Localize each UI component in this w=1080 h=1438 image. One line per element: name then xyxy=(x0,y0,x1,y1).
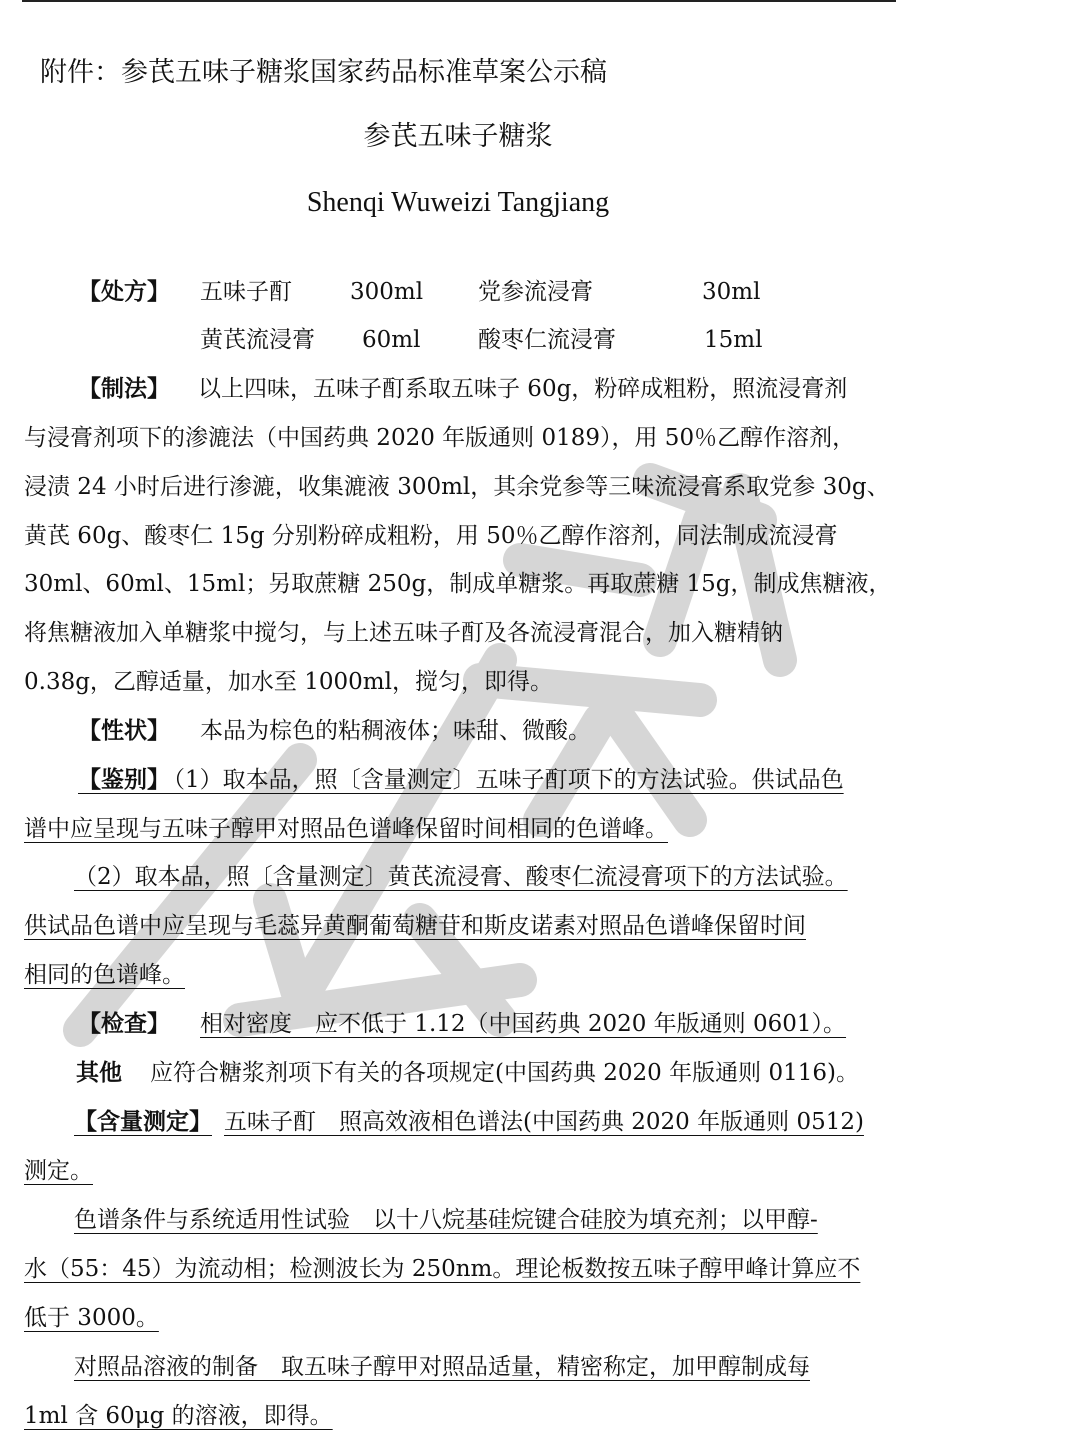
assay-line: 低于 3000。 xyxy=(24,1305,159,1331)
prescription-amount: 30ml xyxy=(702,279,761,305)
preparation-line: 30ml、60ml、15ml；另取蔗糖 250g，制成单糖浆。再取蔗糖 15g，制成焦糖液， xyxy=(24,571,892,597)
identification-line: 供试品色谱中应呈现与毛蕊异黄酮葡萄糖苷和斯皮诺素对照品色谱峰保留时间 xyxy=(24,913,806,939)
inspection-text: 相对密度 应不低于 1.12（中国药典 2020 年版通则 0601）。 xyxy=(200,1011,847,1037)
drug-name-cn: 参芪五味子糖浆 xyxy=(363,121,553,152)
identification-label: 【鉴别】 xyxy=(78,767,170,793)
prescription-amount: 15ml xyxy=(704,327,763,353)
preparation-line: 将焦糖液加入单糖浆中搅匀，与上述五味子酊及各流浸膏混合，加入糖精钠 xyxy=(24,620,783,646)
prescription-item: 党参流浸膏 xyxy=(478,279,593,305)
drug-name-pinyin: Shenqi Wuweizi Tangjiang xyxy=(306,187,610,218)
identification-line: 相同的色谱峰。 xyxy=(24,962,185,988)
watermark-strokes xyxy=(80,480,780,1030)
attachment-title: 附件：参芪五味子糖浆国家药品标准草案公示稿 xyxy=(40,57,607,88)
assay-label: 【含量测定】 xyxy=(74,1109,212,1135)
assay-line: 水（55：45）为流动相；检测波长为 250nm。理论板数按五味子醇甲峰计算应不 xyxy=(24,1256,861,1282)
assay-line: 色谱条件与系统适用性试验 以十八烷基硅烷键合硅胶为填充剂；以甲醇- xyxy=(74,1207,818,1233)
assay-line: 1ml 含 60μg 的溶液，即得。 xyxy=(24,1403,333,1429)
identification-line: （1）取本品，照〔含量测定〕五味子酊项下的方法试验。供试品色 xyxy=(162,767,844,793)
assay-line: 五味子酊 照高效液相色谱法(中国药典 2020 年版通则 0512) xyxy=(224,1109,864,1135)
other-label: 其他 xyxy=(76,1060,122,1086)
description-text: 本品为棕色的粘稠液体；味甜、微酸。 xyxy=(200,718,591,744)
prescription-item: 五味子酊 xyxy=(200,279,292,305)
preparation-line: 黄芪 60g、酸枣仁 15g 分别粉碎成粗粉，用 50％乙醇作溶剂，同法制成流浸膏 xyxy=(24,523,838,549)
preparation-line: 0.38g，乙醇适量，加水至 1000ml，搅匀，即得。 xyxy=(24,669,553,695)
assay-line: 测定。 xyxy=(24,1158,93,1184)
preparation-line: 与浸膏剂项下的渗漉法（中国药典 2020 年版通则 0189），用 50％乙醇作溶剂， xyxy=(24,425,856,451)
assay-line: 对照品溶液的制备 取五味子醇甲对照品适量，精密称定，加甲醇制成每 xyxy=(74,1354,810,1380)
prescription-item: 黄芪流浸膏 xyxy=(200,327,315,353)
preparation-line: 以上四味，五味子酊系取五味子 60g，粉碎成粗粉，照流浸膏剂 xyxy=(198,376,848,402)
description-label: 【性状】 xyxy=(78,718,170,744)
prescription-amount: 60ml xyxy=(362,327,421,353)
identification-line: （2）取本品，照〔含量测定〕黄芪流浸膏、酸枣仁流浸膏项下的方法试验。 xyxy=(74,864,848,890)
prescription-amount: 300ml xyxy=(350,279,424,305)
prescription-label: 【处方】 xyxy=(78,279,170,305)
preparation-line: 浸渍 24 小时后进行渗漉，收集漉液 300ml，其余党参等三味流浸膏系取党参 30g、 xyxy=(24,474,890,500)
identification-line: 谱中应呈现与五味子醇甲对照品色谱峰保留时间相同的色谱峰。 xyxy=(24,816,668,842)
other-text: 应符合糖浆剂项下有关的各项规定(中国药典 2020 年版通则 0116)。 xyxy=(150,1060,859,1086)
top-rule xyxy=(22,0,896,2)
inspection-label: 【检查】 xyxy=(78,1011,170,1037)
prescription-item: 酸枣仁流浸膏 xyxy=(478,327,616,353)
preparation-label: 【制法】 xyxy=(78,376,170,402)
